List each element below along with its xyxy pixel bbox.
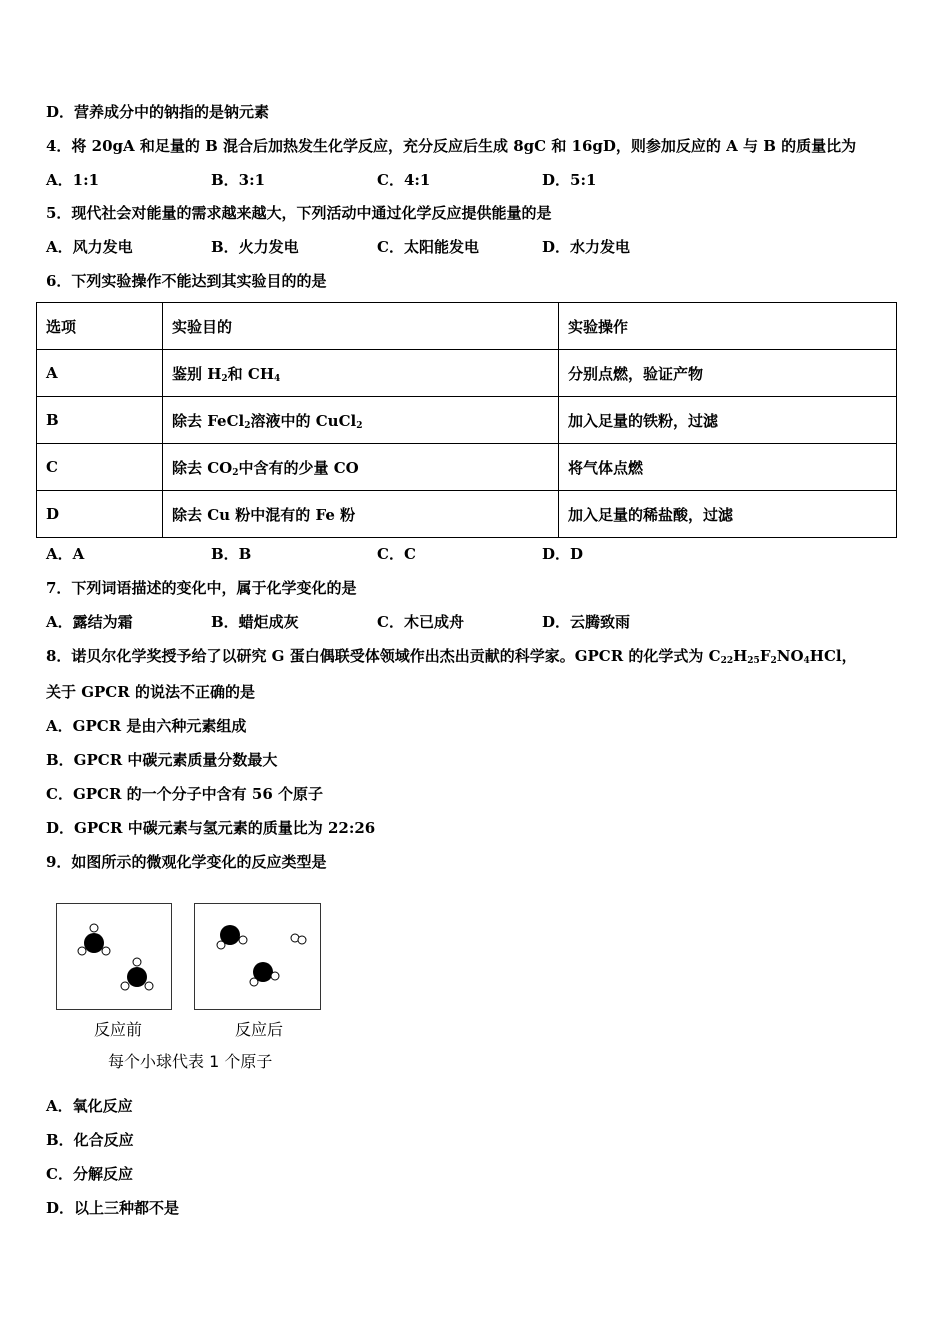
q7-option-a: A．露结为霜 — [46, 613, 133, 631]
q6-option-d: D．D — [542, 545, 584, 563]
q7-option-b: B．蜡炬成灰 — [211, 613, 299, 631]
molecule-before-1 — [78, 924, 110, 955]
q8-stem-line2: 关于 GPCR 的说法不正确的是 — [46, 683, 255, 701]
table-header-option: 选项 — [37, 303, 163, 350]
q6-option-a: A．A — [46, 545, 85, 563]
q5-option-b: B．火力发电 — [211, 238, 299, 256]
q8-option-b: B．GPCR 中碳元素质量分数最大 — [46, 751, 278, 769]
q6-option-b: B．B — [211, 545, 252, 563]
q7-option-c: C．木已成舟 — [377, 613, 464, 631]
q4-option-d: D．5:1 — [542, 171, 597, 189]
figure-after-box — [194, 903, 321, 1010]
q9-option-c: C．分解反应 — [46, 1165, 133, 1183]
q9-option-b: B．化合反应 — [46, 1131, 134, 1149]
q5-option-d: D．水力发电 — [542, 238, 631, 256]
row-purpose: 除去 $CO_2$中含有的少量 CO — [163, 444, 559, 491]
row-option: C — [37, 444, 163, 491]
q4-option-b: B．3:1 — [211, 171, 266, 189]
q8-stem: 8．诺贝尔化学奖授予给了以研究 G 蛋白偶联受体领域作出杰出贡献的科学家。GPCR 的化学式为 $C_{22}H_{25}F_2NO_4HCl$， — [46, 647, 857, 666]
q7-stem: 7．下列词语描述的变化中，属于化学变化的是 — [46, 579, 357, 597]
table-header-operation: 实验操作 — [559, 303, 897, 350]
q8-option-c: C．GPCR 的一个分子中含有 56 个原子 — [46, 785, 323, 803]
q9-stem: 9．如图所示的微观化学变化的反应类型是 — [46, 853, 327, 871]
molecule-after-3 — [250, 962, 279, 986]
table-row — [37, 350, 897, 397]
table-header-purpose: 实验目的 — [163, 303, 559, 350]
q8-option-a: A．GPCR 是由六种元素组成 — [46, 717, 247, 735]
q5-option-a: A．风力发电 — [46, 238, 133, 256]
q6-table — [36, 302, 897, 538]
q6-option-c: C．C — [377, 545, 416, 563]
table-row — [37, 444, 897, 491]
molecules-after — [195, 904, 320, 1009]
q5-stem: 5．现代社会对能量的需求越来越大，下列活动中通过化学反应提供能量的是 — [46, 204, 552, 222]
figure-label-after: 反应后 — [235, 1020, 284, 1039]
figure-before-box — [56, 903, 172, 1010]
row-purpose: 鉴别 $H_2$和 $CH_4$ — [163, 350, 559, 397]
molecule-after-1 — [217, 925, 247, 949]
row-purpose: 除去 FeCl$_2$溶液中的 CuCl$_2$ — [163, 397, 559, 444]
row-operation: 加入足量的铁粉，过滤 — [559, 397, 897, 444]
q4-stem: 4．将 20gA 和足量的 B 混合后加热发生化学反应，充分反应后生成 8gC 和 16gD，则参加反应的 A 与 B 的质量比为 — [46, 137, 857, 155]
row-option: A — [37, 350, 163, 397]
q9-option-a: A．氧化反应 — [46, 1097, 133, 1115]
row-purpose: 除去 Cu 粉中混有的 Fe 粉 — [163, 491, 559, 538]
q3-option-d: D．营养成分中的钠指的是钠元素 — [46, 103, 270, 121]
row-operation: 分别点燃，验证产物 — [559, 350, 897, 397]
row-operation: 将气体点燃 — [559, 444, 897, 491]
q7-option-d: D．云腾致雨 — [542, 613, 631, 631]
q8-option-d: D．GPCR 中碳元素与氢元素的质量比为 22:26 — [46, 819, 376, 837]
molecules-before — [57, 904, 171, 1009]
table-row — [37, 397, 897, 444]
figure-label-before: 反应前 — [94, 1020, 143, 1039]
row-operation: 加入足量的稀盐酸，过滤 — [559, 491, 897, 538]
row-option: B — [37, 397, 163, 444]
q4-option-c: C．4:1 — [377, 171, 431, 189]
molecule-after-2 — [291, 934, 306, 944]
q9-option-d: D．以上三种都不是 — [46, 1199, 180, 1217]
row-option: D — [37, 491, 163, 538]
q6-stem: 6．下列实验操作不能达到其实验目的的是 — [46, 272, 327, 290]
table-row — [37, 491, 897, 538]
figure-note: 每个小球代表 1 个原子 — [108, 1052, 273, 1071]
q5-option-c: C．太阳能发电 — [377, 238, 479, 256]
molecule-before-2 — [121, 958, 153, 990]
q4-option-a: A．1:1 — [46, 171, 100, 189]
table-header-row — [37, 303, 897, 350]
